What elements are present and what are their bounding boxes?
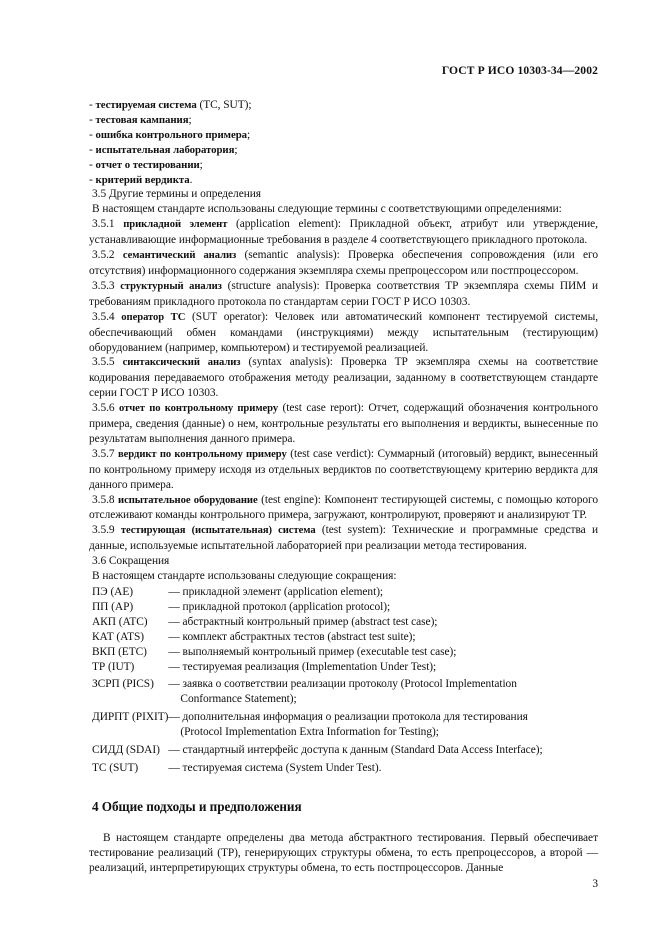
list-item: - критерий вердикта. <box>89 173 193 186</box>
section-title-4: 4 Общие подходы и предположения <box>92 798 302 814</box>
table-row: ТС (SUT) — тестируемая система (System Under Test). <box>92 761 382 774</box>
table-row: СИДД (SDAI) — стандартный интерфейс доступа к данным (Standard Data Access Interface); <box>92 744 543 757</box>
table-row: ДИРПТ (PIXIT) — дополнительная информация о реализации протокола для тестирования (Protocol Implementation Extra Information for Testing); <box>92 711 528 739</box>
definition-3-5-3: 3.5.3 структурный анализ (structure analysis): Проверка соответствия ТР экземпляра схемы ПИМ и требованиям прикладного протокола по стандартам серии ГОСТ Р ИСО 10303. <box>89 279 598 308</box>
definition-3-5-9: 3.5.9 тестирующая (испытательная) система (test system): Технические и программные средства и данные, используемые испытательной лабораторией при реализации метода тестирования. <box>89 524 598 553</box>
subsection-intro: В настоящем стандарте использованы следующие термины с соответствующими определениями: <box>92 203 562 216</box>
standard-code-header: ГОСТ Р ИСО 10303-34—2002 <box>441 64 598 77</box>
table-row: ЗСРП (PICS) — заявка о соответствии реализации протоколу (Protocol Implementation Conformance Statement); <box>92 678 517 706</box>
subsection-heading-3-5: 3.5 Другие термины и определения <box>92 188 261 201</box>
page-number: 3 <box>592 878 598 890</box>
abbreviations-table <box>92 585 598 776</box>
list-item: - испытательная лаборатория; <box>89 143 238 156</box>
definition-3-5-5: 3.5.5 синтаксический анализ (syntax analysis): Проверка ТР экземпляра схемы на соответствие кодирования передаваемого отображения методу реализации, заданному в соответствующем стандарте серии ГОСТ Р ИСО 10303. <box>89 356 598 400</box>
definition-3-5-7: 3.5.7 вердикт по контрольному примеру (test case verdict): Суммарный (итоговый) вердикт, вынесенный по контрольному примеру исходя из отдельных вердиктов по соответствующему критерию вердикта для данного примера. <box>89 447 598 491</box>
table-row: КАТ (ATS) — комплект абстрактных тестов (abstract test suite); <box>92 630 416 643</box>
definition-3-5-4: 3.5.4 оператор ТС (SUT operator): Человек или автоматический компонент тестируемой системы, обеспечивающий обмен командами (инструкциями) между испытательным (тестирующим) оборудованием (например, компьютером) и тестируемой реализацией. <box>89 310 598 354</box>
definition-3-5-2: 3.5.2 семантический анализ (semantic analysis): Проверка обеспечения сопровождения (или его отсутствия) информационного содержания экземпляра схемы препроцессором или постпроцессором. <box>89 249 598 277</box>
table-row: ВКП (ETC) — выполняемый контрольный пример (executable test case); <box>92 645 457 658</box>
table-row: АКП (ATC) — абстрактный контрольный пример (abstract test case); <box>92 615 438 628</box>
term-dash-list <box>89 98 598 187</box>
list-item: - тестируемая система (ТС, SUT); <box>89 99 252 111</box>
list-item: - ошибка контрольного примера; <box>89 128 251 141</box>
page-content <box>89 98 598 876</box>
definition-3-5-1: 3.5.1 прикладной элемент (application element): Прикладной объект, атрибут или утверждение, устанавливающие информационные требования в разделе 4 соответствующего прикладного протокола. <box>89 218 598 247</box>
definition-3-5-6: 3.5.6 отчет по контрольному примеру (test case report): Отчет, содержащий обозначения контрольного примера, сведения (данные) о нем, контрольные результаты его выполнения и вердикты, вынесенные по результатам выполнения данного примера. <box>89 402 598 445</box>
section-4-paragraph: В настоящем стандарте определены два метода абстрактного тестирования. Первый обеспечивает тестирование реализаций (ТР), генерирующих структуры обмена, то есть препроцессоров, а второй — реализаций, интерпретирующих структуры обмена, то есть постпроцессоров. Данные <box>89 831 598 874</box>
table-row: ПЭ (AE) — прикладной элемент (application element); <box>92 586 384 598</box>
list-item: - отчет о тестировании; <box>89 158 203 171</box>
table-row: ПП (AP) — прикладной протокол (application protocol); <box>92 600 391 613</box>
subsection-intro: В настоящем стандарте использованы следующие сокращения: <box>92 570 397 583</box>
definition-3-5-8: 3.5.8 испытательное оборудование (test engine): Компонент тестирующей системы, с помощью которого отслеживают команды контрольного примера, загружают, контролируют, проверяют и анализируют ТР. <box>89 493 598 522</box>
table-row: ТР (IUT) — тестируемая реализация (Implementation Under Test); <box>92 660 437 673</box>
list-item: - тестовая кампания; <box>89 113 192 126</box>
subsection-heading-3-6: 3.6 Сокращения <box>92 555 170 568</box>
